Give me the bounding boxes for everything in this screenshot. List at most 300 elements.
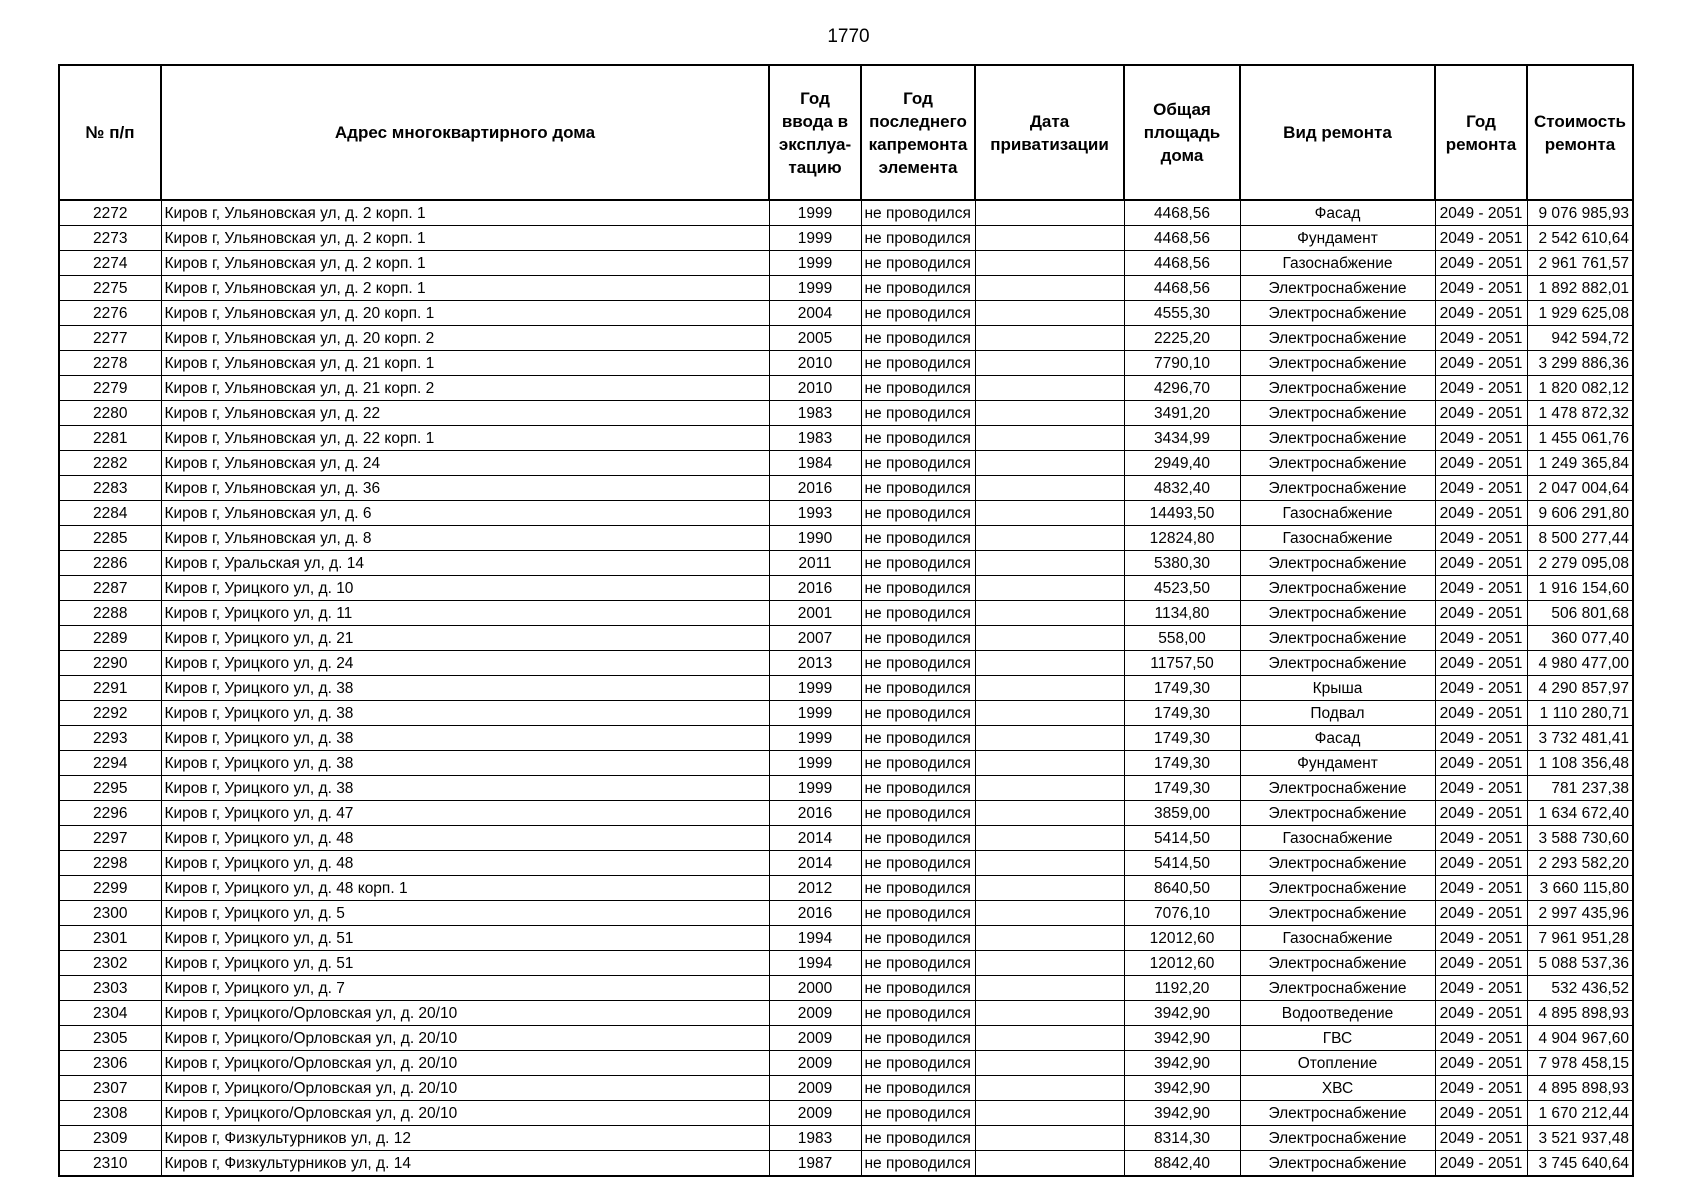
cell-last-repair: не проводился — [861, 351, 975, 376]
cell-privatization — [975, 526, 1124, 551]
cell-area: 1749,30 — [1124, 776, 1240, 801]
table-row — [59, 251, 1633, 276]
cell-last-repair: не проводился — [861, 426, 975, 451]
cell-last-repair: не проводился — [861, 901, 975, 926]
cell-area: 3942,90 — [1124, 1101, 1240, 1126]
cell-year-built: 1984 — [769, 451, 861, 476]
cell-year-built: 2016 — [769, 576, 861, 601]
cell-address: Киров г, Ульяновская ул, д. 2 корп. 1 — [161, 200, 769, 226]
cell-cost: 4 895 898,93 — [1527, 1076, 1633, 1101]
cell-repair-type: Электроснабжение — [1240, 426, 1435, 451]
cell-privatization — [975, 901, 1124, 926]
cell-repair-year: 2049 - 2051 — [1435, 651, 1527, 676]
cell-cost: 942 594,72 — [1527, 326, 1633, 351]
cell-area: 7076,10 — [1124, 901, 1240, 926]
cell-cost: 1 892 882,01 — [1527, 276, 1633, 301]
cell-cost: 1 634 672,40 — [1527, 801, 1633, 826]
cell-repair-year: 2049 - 2051 — [1435, 751, 1527, 776]
cell-repair-type: Электроснабжение — [1240, 401, 1435, 426]
cell-address: Киров г, Ульяновская ул, д. 8 — [161, 526, 769, 551]
cell-last-repair: не проводился — [861, 200, 975, 226]
table-row — [59, 526, 1633, 551]
cell-num: 2287 — [59, 576, 161, 601]
table-row — [59, 551, 1633, 576]
cell-num: 2301 — [59, 926, 161, 951]
cell-repair-year: 2049 - 2051 — [1435, 451, 1527, 476]
cell-address: Киров г, Урицкого/Орловская ул, д. 20/10 — [161, 1051, 769, 1076]
cell-area: 558,00 — [1124, 626, 1240, 651]
cell-privatization — [975, 451, 1124, 476]
cell-area: 4832,40 — [1124, 476, 1240, 501]
cell-area: 3859,00 — [1124, 801, 1240, 826]
cell-last-repair: не проводился — [861, 276, 975, 301]
cell-area: 2225,20 — [1124, 326, 1240, 351]
cell-address: Киров г, Ульяновская ул, д. 21 корп. 1 — [161, 351, 769, 376]
cell-last-repair: не проводился — [861, 751, 975, 776]
cell-cost: 9 606 291,80 — [1527, 501, 1633, 526]
header-repair-year: Год ремонта — [1435, 65, 1527, 200]
cell-num: 2280 — [59, 401, 161, 426]
cell-privatization — [975, 200, 1124, 226]
cell-repair-year: 2049 - 2051 — [1435, 226, 1527, 251]
cell-repair-type: Электроснабжение — [1240, 626, 1435, 651]
cell-privatization — [975, 276, 1124, 301]
cell-year-built: 1993 — [769, 501, 861, 526]
cell-cost: 1 110 280,71 — [1527, 701, 1633, 726]
cell-last-repair: не проводился — [861, 251, 975, 276]
table-row — [59, 701, 1633, 726]
cell-repair-type: Фундамент — [1240, 751, 1435, 776]
cell-repair-year: 2049 - 2051 — [1435, 676, 1527, 701]
cell-repair-year: 2049 - 2051 — [1435, 1076, 1527, 1101]
cell-repair-type: Водоотведение — [1240, 1001, 1435, 1026]
cell-repair-type: Электроснабжение — [1240, 1101, 1435, 1126]
cell-num: 2286 — [59, 551, 161, 576]
cell-repair-year: 2049 - 2051 — [1435, 901, 1527, 926]
table-row — [59, 901, 1633, 926]
cell-privatization — [975, 826, 1124, 851]
table-row — [59, 301, 1633, 326]
cell-privatization — [975, 1076, 1124, 1101]
cell-address: Киров г, Урицкого ул, д. 48 корп. 1 — [161, 876, 769, 901]
cell-privatization — [975, 876, 1124, 901]
cell-num: 2274 — [59, 251, 161, 276]
table-row — [59, 976, 1633, 1001]
cell-repair-year: 2049 - 2051 — [1435, 351, 1527, 376]
cell-last-repair: не проводился — [861, 926, 975, 951]
cell-address: Киров г, Физкультурников ул, д. 12 — [161, 1126, 769, 1151]
cell-privatization — [975, 251, 1124, 276]
cell-repair-year: 2049 - 2051 — [1435, 551, 1527, 576]
cell-repair-year: 2049 - 2051 — [1435, 876, 1527, 901]
cell-privatization — [975, 1151, 1124, 1177]
table-row — [59, 651, 1633, 676]
table-row — [59, 276, 1633, 301]
cell-area: 3942,90 — [1124, 1051, 1240, 1076]
cell-repair-year: 2049 - 2051 — [1435, 776, 1527, 801]
cell-address: Киров г, Урицкого ул, д. 38 — [161, 726, 769, 751]
table-row — [59, 851, 1633, 876]
cell-cost: 532 436,52 — [1527, 976, 1633, 1001]
cell-repair-type: Электроснабжение — [1240, 376, 1435, 401]
cell-repair-year: 2049 - 2051 — [1435, 476, 1527, 501]
cell-cost: 1 916 154,60 — [1527, 576, 1633, 601]
cell-privatization — [975, 426, 1124, 451]
cell-address: Киров г, Урицкого ул, д. 10 — [161, 576, 769, 601]
cell-year-built: 2009 — [769, 1076, 861, 1101]
table-row — [59, 351, 1633, 376]
cell-area: 4468,56 — [1124, 226, 1240, 251]
cell-area: 8640,50 — [1124, 876, 1240, 901]
cell-num: 2305 — [59, 1026, 161, 1051]
cell-num: 2279 — [59, 376, 161, 401]
cell-year-built: 1983 — [769, 401, 861, 426]
cell-last-repair: не проводился — [861, 726, 975, 751]
cell-year-built: 1983 — [769, 1126, 861, 1151]
cell-last-repair: не проводился — [861, 1026, 975, 1051]
cell-area: 3942,90 — [1124, 1026, 1240, 1051]
cell-address: Киров г, Урицкого/Орловская ул, д. 20/10 — [161, 1026, 769, 1051]
cell-area: 12012,60 — [1124, 951, 1240, 976]
cell-privatization — [975, 951, 1124, 976]
table-row — [59, 426, 1633, 451]
repair-table — [58, 64, 1634, 1177]
cell-cost: 781 237,38 — [1527, 776, 1633, 801]
cell-num: 2300 — [59, 901, 161, 926]
cell-year-built: 1994 — [769, 951, 861, 976]
cell-cost: 1 478 872,32 — [1527, 401, 1633, 426]
cell-last-repair: не проводился — [861, 701, 975, 726]
table-row — [59, 326, 1633, 351]
cell-last-repair: не проводился — [861, 976, 975, 1001]
cell-privatization — [975, 776, 1124, 801]
table-row — [59, 776, 1633, 801]
cell-repair-type: ХВС — [1240, 1076, 1435, 1101]
cell-privatization — [975, 551, 1124, 576]
cell-privatization — [975, 676, 1124, 701]
cell-last-repair: не проводился — [861, 826, 975, 851]
cell-cost: 1 820 082,12 — [1527, 376, 1633, 401]
cell-address: Киров г, Урицкого ул, д. 51 — [161, 951, 769, 976]
table-row — [59, 601, 1633, 626]
cell-address: Киров г, Ульяновская ул, д. 2 корп. 1 — [161, 251, 769, 276]
cell-area: 4468,56 — [1124, 200, 1240, 226]
cell-privatization — [975, 301, 1124, 326]
table-row — [59, 1051, 1633, 1076]
cell-year-built: 1999 — [769, 226, 861, 251]
cell-privatization — [975, 801, 1124, 826]
cell-privatization — [975, 1026, 1124, 1051]
cell-last-repair: не проводился — [861, 676, 975, 701]
cell-repair-year: 2049 - 2051 — [1435, 801, 1527, 826]
cell-year-built: 2011 — [769, 551, 861, 576]
table-row — [59, 626, 1633, 651]
table-row — [59, 376, 1633, 401]
cell-area: 1134,80 — [1124, 601, 1240, 626]
cell-area: 1749,30 — [1124, 701, 1240, 726]
cell-repair-year: 2049 - 2051 — [1435, 276, 1527, 301]
cell-repair-type: Электроснабжение — [1240, 551, 1435, 576]
page-number: 1770 — [827, 26, 870, 47]
cell-cost: 7 978 458,15 — [1527, 1051, 1633, 1076]
cell-repair-type: Электроснабжение — [1240, 451, 1435, 476]
cell-repair-type: Газоснабжение — [1240, 251, 1435, 276]
cell-cost: 3 588 730,60 — [1527, 826, 1633, 851]
header-year-built: Год ввода в эксплуа-тацию — [769, 65, 861, 200]
cell-address: Киров г, Урицкого/Орловская ул, д. 20/10 — [161, 1076, 769, 1101]
cell-cost: 506 801,68 — [1527, 601, 1633, 626]
cell-address: Киров г, Урицкого/Орловская ул, д. 20/10 — [161, 1101, 769, 1126]
cell-last-repair: не проводился — [861, 951, 975, 976]
cell-repair-type: Электроснабжение — [1240, 651, 1435, 676]
cell-repair-type: Электроснабжение — [1240, 1126, 1435, 1151]
cell-area: 5414,50 — [1124, 826, 1240, 851]
cell-cost: 4 980 477,00 — [1527, 651, 1633, 676]
cell-last-repair: не проводился — [861, 401, 975, 426]
cell-year-built: 1999 — [769, 251, 861, 276]
table-row — [59, 676, 1633, 701]
cell-privatization — [975, 501, 1124, 526]
cell-cost: 3 660 115,80 — [1527, 876, 1633, 901]
cell-year-built: 2013 — [769, 651, 861, 676]
cell-year-built: 2012 — [769, 876, 861, 901]
table-row — [59, 726, 1633, 751]
cell-last-repair: не проводился — [861, 801, 975, 826]
cell-last-repair: не проводился — [861, 626, 975, 651]
cell-cost: 2 279 095,08 — [1527, 551, 1633, 576]
cell-area: 14493,50 — [1124, 501, 1240, 526]
cell-repair-type: Электроснабжение — [1240, 476, 1435, 501]
cell-cost: 1 108 356,48 — [1527, 751, 1633, 776]
cell-num: 2272 — [59, 200, 161, 226]
cell-address: Киров г, Урицкого ул, д. 11 — [161, 601, 769, 626]
cell-address: Киров г, Урицкого ул, д. 24 — [161, 651, 769, 676]
cell-num: 2306 — [59, 1051, 161, 1076]
cell-area: 5414,50 — [1124, 851, 1240, 876]
cell-num: 2284 — [59, 501, 161, 526]
cell-repair-type: Электроснабжение — [1240, 876, 1435, 901]
cell-privatization — [975, 1051, 1124, 1076]
cell-repair-year: 2049 - 2051 — [1435, 701, 1527, 726]
cell-area: 12824,80 — [1124, 526, 1240, 551]
cell-num: 2302 — [59, 951, 161, 976]
table-row — [59, 951, 1633, 976]
table-row — [59, 226, 1633, 251]
cell-repair-year: 2049 - 2051 — [1435, 501, 1527, 526]
cell-address: Киров г, Ульяновская ул, д. 22 корп. 1 — [161, 426, 769, 451]
cell-privatization — [975, 1001, 1124, 1026]
cell-address: Киров г, Урицкого ул, д. 38 — [161, 701, 769, 726]
cell-repair-type: Электроснабжение — [1240, 801, 1435, 826]
cell-num: 2277 — [59, 326, 161, 351]
cell-address: Киров г, Ульяновская ул, д. 24 — [161, 451, 769, 476]
cell-year-built: 2009 — [769, 1001, 861, 1026]
table-row — [59, 1001, 1633, 1026]
cell-area: 3942,90 — [1124, 1001, 1240, 1026]
table-row — [59, 401, 1633, 426]
cell-privatization — [975, 326, 1124, 351]
cell-cost: 3 732 481,41 — [1527, 726, 1633, 751]
cell-area: 3434,99 — [1124, 426, 1240, 451]
cell-year-built: 1983 — [769, 426, 861, 451]
cell-num: 2307 — [59, 1076, 161, 1101]
cell-address: Киров г, Урицкого ул, д. 38 — [161, 751, 769, 776]
cell-area: 4555,30 — [1124, 301, 1240, 326]
cell-last-repair: не проводился — [861, 1101, 975, 1126]
cell-repair-year: 2049 - 2051 — [1435, 1101, 1527, 1126]
cell-repair-year: 2049 - 2051 — [1435, 851, 1527, 876]
cell-year-built: 2016 — [769, 801, 861, 826]
cell-repair-type: Электроснабжение — [1240, 576, 1435, 601]
cell-address: Киров г, Урицкого ул, д. 47 — [161, 801, 769, 826]
header-area: Общая площадь дома — [1124, 65, 1240, 200]
cell-repair-type: Фасад — [1240, 200, 1435, 226]
cell-address: Киров г, Урицкого ул, д. 48 — [161, 851, 769, 876]
cell-num: 2275 — [59, 276, 161, 301]
cell-privatization — [975, 701, 1124, 726]
table-row — [59, 1151, 1633, 1177]
cell-repair-year: 2049 - 2051 — [1435, 326, 1527, 351]
cell-cost: 2 997 435,96 — [1527, 901, 1633, 926]
cell-area: 1192,20 — [1124, 976, 1240, 1001]
cell-cost: 4 895 898,93 — [1527, 1001, 1633, 1026]
table-row — [59, 476, 1633, 501]
cell-repair-type: Электроснабжение — [1240, 1151, 1435, 1177]
cell-year-built: 1999 — [769, 751, 861, 776]
cell-repair-year: 2049 - 2051 — [1435, 1026, 1527, 1051]
cell-last-repair: не проводился — [861, 526, 975, 551]
cell-year-built: 2016 — [769, 901, 861, 926]
cell-num: 2299 — [59, 876, 161, 901]
cell-address: Киров г, Ульяновская ул, д. 36 — [161, 476, 769, 501]
cell-num: 2292 — [59, 701, 161, 726]
cell-year-built: 2005 — [769, 326, 861, 351]
cell-year-built: 1999 — [769, 276, 861, 301]
cell-cost: 9 076 985,93 — [1527, 200, 1633, 226]
cell-area: 8842,40 — [1124, 1151, 1240, 1177]
cell-repair-year: 2049 - 2051 — [1435, 576, 1527, 601]
header-last-repair: Год последнего капремонта элемента — [861, 65, 975, 200]
cell-repair-type: Газоснабжение — [1240, 526, 1435, 551]
cell-repair-type: Подвал — [1240, 701, 1435, 726]
cell-privatization — [975, 651, 1124, 676]
cell-year-built: 2010 — [769, 351, 861, 376]
cell-year-built: 1999 — [769, 200, 861, 226]
cell-num: 2304 — [59, 1001, 161, 1026]
cell-repair-year: 2049 - 2051 — [1435, 601, 1527, 626]
cell-privatization — [975, 751, 1124, 776]
cell-cost: 4 290 857,97 — [1527, 676, 1633, 701]
cell-last-repair: не проводился — [861, 651, 975, 676]
cell-repair-year: 2049 - 2051 — [1435, 951, 1527, 976]
cell-num: 2273 — [59, 226, 161, 251]
cell-repair-year: 2049 - 2051 — [1435, 526, 1527, 551]
table-header-row — [59, 65, 1633, 200]
cell-num: 2310 — [59, 1151, 161, 1177]
cell-area: 4296,70 — [1124, 376, 1240, 401]
cell-area: 7790,10 — [1124, 351, 1240, 376]
cell-num: 2282 — [59, 451, 161, 476]
cell-last-repair: не проводился — [861, 476, 975, 501]
cell-repair-type: Электроснабжение — [1240, 851, 1435, 876]
cell-area: 8314,30 — [1124, 1126, 1240, 1151]
cell-num: 2308 — [59, 1101, 161, 1126]
cell-area: 2949,40 — [1124, 451, 1240, 476]
cell-num: 2289 — [59, 626, 161, 651]
cell-area: 11757,50 — [1124, 651, 1240, 676]
cell-last-repair: не проводился — [861, 326, 975, 351]
cell-area: 1749,30 — [1124, 676, 1240, 701]
table-row — [59, 926, 1633, 951]
cell-area: 1749,30 — [1124, 751, 1240, 776]
cell-cost: 3 299 886,36 — [1527, 351, 1633, 376]
cell-repair-year: 2049 - 2051 — [1435, 976, 1527, 1001]
cell-num: 2276 — [59, 301, 161, 326]
cell-cost: 5 088 537,36 — [1527, 951, 1633, 976]
cell-area: 4468,56 — [1124, 251, 1240, 276]
cell-repair-year: 2049 - 2051 — [1435, 926, 1527, 951]
cell-cost: 2 961 761,57 — [1527, 251, 1633, 276]
cell-repair-year: 2049 - 2051 — [1435, 626, 1527, 651]
cell-repair-type: Газоснабжение — [1240, 501, 1435, 526]
cell-num: 2309 — [59, 1126, 161, 1151]
cell-year-built: 2007 — [769, 626, 861, 651]
cell-privatization — [975, 476, 1124, 501]
cell-privatization — [975, 401, 1124, 426]
cell-address: Киров г, Урицкого ул, д. 51 — [161, 926, 769, 951]
cell-last-repair: не проводился — [861, 451, 975, 476]
cell-year-built: 2010 — [769, 376, 861, 401]
cell-repair-type: Отопление — [1240, 1051, 1435, 1076]
cell-last-repair: не проводился — [861, 226, 975, 251]
cell-repair-type: Электроснабжение — [1240, 301, 1435, 326]
cell-num: 2281 — [59, 426, 161, 451]
cell-num: 2295 — [59, 776, 161, 801]
cell-address: Киров г, Урицкого ул, д. 38 — [161, 776, 769, 801]
cell-year-built: 2014 — [769, 826, 861, 851]
cell-privatization — [975, 626, 1124, 651]
cell-num: 2297 — [59, 826, 161, 851]
cell-year-built: 1999 — [769, 776, 861, 801]
cell-year-built: 1994 — [769, 926, 861, 951]
cell-address: Киров г, Урицкого ул, д. 7 — [161, 976, 769, 1001]
cell-num: 2290 — [59, 651, 161, 676]
header-cost: Стоимость ремонта — [1527, 65, 1633, 200]
cell-year-built: 2001 — [769, 601, 861, 626]
cell-last-repair: не проводился — [861, 851, 975, 876]
cell-repair-type: Электроснабжение — [1240, 901, 1435, 926]
cell-address: Киров г, Физкультурников ул, д. 14 — [161, 1151, 769, 1177]
cell-year-built: 2014 — [769, 851, 861, 876]
cell-address: Киров г, Урицкого/Орловская ул, д. 20/10 — [161, 1001, 769, 1026]
table-row — [59, 451, 1633, 476]
cell-privatization — [975, 976, 1124, 1001]
cell-num: 2293 — [59, 726, 161, 751]
cell-cost: 1 455 061,76 — [1527, 426, 1633, 451]
cell-cost: 3 521 937,48 — [1527, 1126, 1633, 1151]
cell-address: Киров г, Ульяновская ул, д. 20 корп. 2 — [161, 326, 769, 351]
cell-privatization — [975, 376, 1124, 401]
cell-privatization — [975, 1101, 1124, 1126]
table-row — [59, 876, 1633, 901]
cell-repair-type: Крыша — [1240, 676, 1435, 701]
cell-cost: 1 929 625,08 — [1527, 301, 1633, 326]
cell-last-repair: не проводился — [861, 1001, 975, 1026]
cell-privatization — [975, 726, 1124, 751]
table-row — [59, 1126, 1633, 1151]
cell-year-built: 1999 — [769, 676, 861, 701]
cell-address: Киров г, Урицкого ул, д. 5 — [161, 901, 769, 926]
